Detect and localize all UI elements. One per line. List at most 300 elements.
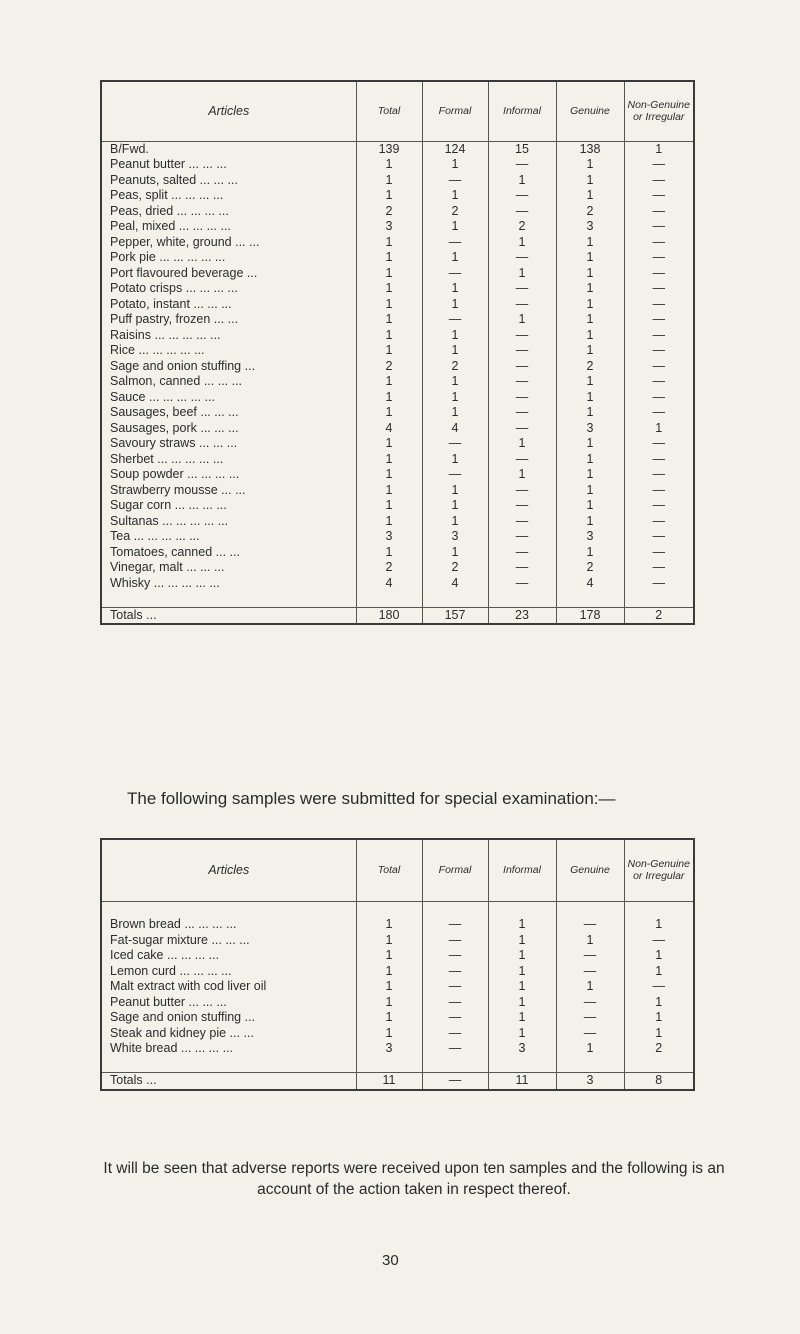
article-label: Peanuts, salted bbox=[110, 172, 197, 187]
cell-value: — bbox=[422, 312, 488, 328]
cell-value: 11 bbox=[488, 1073, 556, 1090]
cell-value: 1 bbox=[356, 452, 422, 468]
cell-value: 1 bbox=[556, 235, 624, 251]
article-name bbox=[101, 157, 356, 173]
cell-value: 1 bbox=[556, 405, 624, 421]
cell-value: 2 bbox=[422, 204, 488, 220]
cell-value: — bbox=[624, 312, 694, 328]
article-name bbox=[101, 545, 356, 561]
table-row bbox=[101, 529, 694, 545]
cell-value: — bbox=[624, 405, 694, 421]
article-name bbox=[101, 204, 356, 220]
cell-value: — bbox=[488, 498, 556, 514]
cell-value: — bbox=[422, 467, 488, 483]
cell-value: 1 bbox=[624, 964, 694, 980]
cell-value: — bbox=[488, 405, 556, 421]
leader-dots: ... bbox=[244, 1010, 256, 1024]
leader-dots: ... ... ... ... ... bbox=[133, 529, 200, 543]
cell-value: — bbox=[624, 374, 694, 390]
table-row bbox=[101, 545, 694, 561]
cell-value: 1 bbox=[356, 328, 422, 344]
table-row bbox=[101, 405, 694, 421]
table-row bbox=[101, 933, 694, 949]
cell-value: 1 bbox=[488, 948, 556, 964]
cell-value: — bbox=[422, 1073, 488, 1090]
leader-dots: ... ... ... bbox=[200, 405, 239, 419]
cell-value: 3 bbox=[556, 529, 624, 545]
cell-value: — bbox=[488, 374, 556, 390]
header-non-genuine: Non-Genuine or Irregular bbox=[624, 839, 694, 901]
cell-value: 1 bbox=[488, 1026, 556, 1042]
article-label: Peanut butter bbox=[110, 994, 186, 1009]
cell-value: 1 bbox=[556, 483, 624, 499]
leader-dots: ... ... ... ... bbox=[179, 963, 232, 978]
cell-value: 1 bbox=[422, 219, 488, 235]
article-name bbox=[101, 436, 356, 452]
article-name bbox=[101, 405, 356, 421]
leader-dots: ... ... ... ... ... bbox=[153, 575, 220, 590]
leader-dots: ... ... ... ... ... bbox=[154, 327, 221, 342]
cell-value: 1 bbox=[422, 390, 488, 406]
table-row bbox=[101, 266, 694, 282]
article-label: Iced cake bbox=[110, 948, 164, 962]
cell-value: — bbox=[624, 529, 694, 545]
table-row bbox=[101, 157, 694, 173]
table-header-row bbox=[101, 81, 694, 141]
table-row bbox=[101, 498, 694, 514]
leader-dots: ... ... ... bbox=[193, 296, 232, 311]
cell-value: — bbox=[624, 390, 694, 406]
cell-value: — bbox=[624, 514, 694, 530]
cell-value: 1 bbox=[556, 312, 624, 328]
table-row bbox=[101, 343, 694, 359]
article-label: Soup powder bbox=[110, 467, 184, 481]
leader-dots: ... ... ... ... bbox=[185, 281, 238, 295]
cell-value: 1 bbox=[556, 266, 624, 282]
cell-value: 1 bbox=[556, 467, 624, 483]
cell-value: 1 bbox=[556, 514, 624, 530]
table-row bbox=[101, 560, 694, 576]
cell-value: — bbox=[624, 281, 694, 297]
cell-value: 1 bbox=[356, 266, 422, 282]
leader-dots: ... bbox=[246, 265, 258, 280]
article-name bbox=[101, 948, 356, 964]
cell-value: — bbox=[624, 250, 694, 266]
cell-value: — bbox=[422, 995, 488, 1011]
cell-value: — bbox=[488, 188, 556, 204]
cell-value: — bbox=[488, 560, 556, 576]
cell-value: 3 bbox=[556, 219, 624, 235]
cell-value: 1 bbox=[488, 235, 556, 251]
cell-value: — bbox=[624, 933, 694, 949]
cell-value: — bbox=[422, 1026, 488, 1042]
cell-value: — bbox=[422, 235, 488, 251]
leader-dots: ... ... ... ... ... bbox=[138, 343, 205, 357]
cell-value: — bbox=[488, 529, 556, 545]
cell-value: 157 bbox=[422, 607, 488, 624]
article-label: Strawberry mousse bbox=[110, 482, 218, 497]
food-samples-table bbox=[100, 80, 695, 625]
article-label: Malt extract with cod liver oil bbox=[110, 979, 267, 993]
cell-value: 1 bbox=[624, 421, 694, 437]
cell-value: — bbox=[422, 917, 488, 933]
cell-value: 2 bbox=[556, 204, 624, 220]
table-row bbox=[101, 1026, 694, 1042]
article-name bbox=[101, 483, 356, 499]
article-name bbox=[101, 281, 356, 297]
cell-value: 1 bbox=[556, 250, 624, 266]
cell-value: 1 bbox=[356, 250, 422, 266]
cell-value: 1 bbox=[556, 1041, 624, 1057]
cell-value: 1 bbox=[624, 917, 694, 933]
table-row bbox=[101, 250, 694, 266]
cell-value: — bbox=[488, 576, 556, 592]
leader-dots: ... ... ... bbox=[203, 374, 243, 388]
cell-value: — bbox=[624, 436, 694, 452]
cell-value: — bbox=[556, 1010, 624, 1026]
cell-value: 11 bbox=[356, 1073, 422, 1090]
cell-value: 1 bbox=[556, 343, 624, 359]
cell-value: 1 bbox=[356, 436, 422, 452]
article-name bbox=[101, 235, 356, 251]
cell-value: 178 bbox=[556, 607, 624, 624]
cell-value: — bbox=[624, 173, 694, 189]
article-label: Fat-sugar mixture bbox=[110, 932, 208, 947]
cell-value: 2 bbox=[356, 560, 422, 576]
cell-value: 1 bbox=[356, 188, 422, 204]
totals-section bbox=[101, 1057, 694, 1090]
cell-value: 3 bbox=[356, 219, 422, 235]
cell-value: — bbox=[488, 545, 556, 561]
cell-value: 1 bbox=[356, 173, 422, 189]
article-label: Tea bbox=[110, 529, 131, 543]
cell-value: 8 bbox=[624, 1073, 694, 1090]
article-label: Peal, mixed bbox=[110, 219, 176, 233]
cell-value: 2 bbox=[422, 359, 488, 375]
cell-value: 1 bbox=[356, 157, 422, 173]
article-label: Peas, split bbox=[110, 188, 168, 202]
cell-value: 1 bbox=[356, 312, 422, 328]
table-row bbox=[101, 979, 694, 995]
table-row bbox=[101, 219, 694, 235]
cell-value: — bbox=[488, 204, 556, 220]
leader-dots: ... ... ... ... ... bbox=[162, 513, 229, 528]
cell-value: 138 bbox=[556, 141, 624, 157]
leader-dots: ... bbox=[146, 607, 157, 622]
article-name bbox=[101, 529, 356, 545]
article-name bbox=[101, 1010, 356, 1026]
article-name bbox=[101, 452, 356, 468]
table-row bbox=[101, 436, 694, 452]
cell-value: 1 bbox=[556, 157, 624, 173]
cell-value: 4 bbox=[422, 576, 488, 592]
cell-value: 1 bbox=[422, 452, 488, 468]
leader-dots: ... ... ... bbox=[198, 436, 238, 450]
cell-value: — bbox=[624, 483, 694, 499]
leader-dots: ... ... ... ... bbox=[178, 219, 231, 233]
cell-value: 1 bbox=[356, 281, 422, 297]
cell-value: — bbox=[624, 157, 694, 173]
cell-value: 1 bbox=[356, 483, 422, 499]
table-row bbox=[101, 452, 694, 468]
table-row bbox=[101, 421, 694, 437]
article-label: Port flavoured beverage bbox=[110, 265, 244, 280]
cell-value: 1 bbox=[356, 545, 422, 561]
table-row bbox=[101, 312, 694, 328]
cell-value: — bbox=[422, 964, 488, 980]
table-row bbox=[101, 188, 694, 204]
cell-value: 3 bbox=[422, 529, 488, 545]
cell-value: 4 bbox=[556, 576, 624, 592]
cell-value: 1 bbox=[422, 374, 488, 390]
cell-value: 124 bbox=[422, 141, 488, 157]
article-name bbox=[101, 359, 356, 375]
table-row bbox=[101, 467, 694, 483]
article-label: Potato crisps bbox=[110, 281, 183, 295]
cell-value: — bbox=[556, 948, 624, 964]
cell-value: 2 bbox=[356, 204, 422, 220]
cell-value: 1 bbox=[488, 467, 556, 483]
cell-value: 3 bbox=[556, 421, 624, 437]
cell-value: 1 bbox=[556, 281, 624, 297]
cell-value: 1 bbox=[556, 390, 624, 406]
article-name bbox=[101, 917, 356, 933]
cell-value: — bbox=[422, 933, 488, 949]
cell-value: 1 bbox=[422, 297, 488, 313]
article-name bbox=[101, 560, 356, 576]
table-row bbox=[101, 390, 694, 406]
cell-value: 1 bbox=[356, 405, 422, 421]
cell-value: 1 bbox=[556, 436, 624, 452]
cell-value: 1 bbox=[624, 948, 694, 964]
cell-value: 1 bbox=[356, 964, 422, 980]
article-label: Sultanas bbox=[110, 513, 159, 528]
article-label: Sauce bbox=[110, 389, 146, 404]
leader-dots: ... ... ... ... bbox=[176, 203, 229, 218]
cell-value: — bbox=[488, 514, 556, 530]
article-name bbox=[101, 390, 356, 406]
cell-value: 1 bbox=[488, 979, 556, 995]
leader-dots: ... ... ... bbox=[200, 420, 239, 435]
cell-value: — bbox=[422, 1010, 488, 1026]
cell-value: — bbox=[624, 343, 694, 359]
cell-value: 1 bbox=[556, 979, 624, 995]
article-label: Sausages, beef bbox=[110, 405, 197, 419]
cell-value: 1 bbox=[356, 390, 422, 406]
brought-forward-row bbox=[101, 141, 694, 157]
cell-value: — bbox=[488, 328, 556, 344]
article-label: White bread bbox=[110, 1041, 178, 1055]
cell-value: 180 bbox=[356, 607, 422, 624]
spacer-row bbox=[101, 1057, 694, 1073]
bfwd-label: B/Fwd. bbox=[110, 141, 149, 156]
table-row bbox=[101, 483, 694, 499]
cell-value: — bbox=[624, 560, 694, 576]
cell-value: — bbox=[556, 995, 624, 1011]
header-informal: Informal bbox=[488, 839, 556, 901]
header-total: Total bbox=[356, 839, 422, 901]
cell-value: 1 bbox=[422, 483, 488, 499]
table-body bbox=[101, 901, 694, 1057]
cell-value: 1 bbox=[356, 1026, 422, 1042]
cell-value: 2 bbox=[624, 1041, 694, 1057]
cell-value: 1 bbox=[356, 1010, 422, 1026]
cell-value: 1 bbox=[556, 188, 624, 204]
cell-value: 1 bbox=[356, 235, 422, 251]
leader-dots: ... ... ... ... ... bbox=[157, 451, 224, 466]
cell-value: — bbox=[488, 250, 556, 266]
cell-value: — bbox=[488, 452, 556, 468]
leader-dots: ... bbox=[146, 1073, 157, 1087]
leader-dots: ... ... ... bbox=[188, 157, 227, 171]
leader-dots: ... ... ... ... bbox=[171, 188, 224, 202]
cell-value: 1 bbox=[356, 933, 422, 949]
cell-value: 1 bbox=[356, 343, 422, 359]
cell-value: — bbox=[556, 917, 624, 933]
cell-value: — bbox=[624, 328, 694, 344]
article-label: Tomatoes, canned bbox=[110, 544, 213, 559]
cell-value: 1 bbox=[488, 933, 556, 949]
leader-dots: ... ... ... ... ... bbox=[159, 250, 226, 264]
cell-value: 1 bbox=[556, 328, 624, 344]
table-row bbox=[101, 173, 694, 189]
article-label: Vinegar, malt bbox=[110, 560, 183, 574]
header-informal: Informal bbox=[488, 81, 556, 141]
leader-dots: ... bbox=[244, 358, 256, 373]
spacer-row bbox=[101, 901, 694, 917]
cell-value: 1 bbox=[488, 436, 556, 452]
cell-value: — bbox=[624, 204, 694, 220]
table-row bbox=[101, 514, 694, 530]
cell-value: 1 bbox=[422, 498, 488, 514]
totals-row bbox=[101, 1073, 694, 1090]
cell-value: 4 bbox=[356, 576, 422, 592]
cell-value: 1 bbox=[422, 545, 488, 561]
article-name bbox=[101, 933, 356, 949]
cell-value: — bbox=[624, 219, 694, 235]
leader-dots: ... ... ... bbox=[188, 994, 227, 1009]
article-label: Sage and onion stuffing bbox=[110, 1010, 242, 1024]
header-genuine: Genuine bbox=[556, 81, 624, 141]
cell-value: — bbox=[488, 157, 556, 173]
article-name bbox=[101, 188, 356, 204]
article-name bbox=[101, 498, 356, 514]
cell-value: 1 bbox=[556, 374, 624, 390]
cell-value: 1 bbox=[422, 328, 488, 344]
leader-dots: ... ... bbox=[235, 234, 260, 249]
cell-value: 4 bbox=[356, 421, 422, 437]
cell-value: 3 bbox=[488, 1041, 556, 1057]
page-number: 30 bbox=[382, 1252, 399, 1269]
article-name bbox=[101, 297, 356, 313]
cell-value: 1 bbox=[356, 374, 422, 390]
table-row bbox=[101, 948, 694, 964]
article-label: Potato, instant bbox=[110, 296, 190, 311]
cell-value: — bbox=[422, 1041, 488, 1057]
cell-value: 1 bbox=[488, 917, 556, 933]
table-row bbox=[101, 1041, 694, 1057]
cell-value: 1 bbox=[556, 297, 624, 313]
totals-label bbox=[101, 607, 356, 624]
cell-value: 1 bbox=[488, 173, 556, 189]
cell-value: 1 bbox=[356, 948, 422, 964]
cell-value: 2 bbox=[624, 607, 694, 624]
cell-value: 1 bbox=[624, 1010, 694, 1026]
cell-value: 1 bbox=[422, 250, 488, 266]
leader-dots: ... ... bbox=[221, 482, 246, 497]
header-formal: Formal bbox=[422, 81, 488, 141]
header-total: Total bbox=[356, 81, 422, 141]
leader-dots: ... ... ... ... bbox=[167, 948, 220, 962]
totals-label bbox=[101, 1073, 356, 1090]
cell-value: 1 bbox=[356, 995, 422, 1011]
cell-value: 1 bbox=[488, 995, 556, 1011]
table-row bbox=[101, 281, 694, 297]
totals-section bbox=[101, 591, 694, 624]
article-label: Pepper, white, ground bbox=[110, 234, 232, 249]
article-name bbox=[101, 964, 356, 980]
article-label: Sherbet bbox=[110, 451, 154, 466]
cell-value: 4 bbox=[422, 421, 488, 437]
article-label: Sausages, pork bbox=[110, 420, 197, 435]
article-label: Pork pie bbox=[110, 250, 156, 264]
article-label: Brown bread bbox=[110, 917, 181, 931]
cell-value: 2 bbox=[556, 359, 624, 375]
cell-value: — bbox=[422, 979, 488, 995]
article-label: Salmon, canned bbox=[110, 374, 201, 388]
article-name bbox=[101, 343, 356, 359]
article-label: Peas, dried bbox=[110, 203, 174, 218]
cell-value: — bbox=[422, 173, 488, 189]
table-row bbox=[101, 328, 694, 344]
cell-value: — bbox=[624, 545, 694, 561]
cell-value: — bbox=[624, 359, 694, 375]
cell-value: — bbox=[488, 281, 556, 297]
cell-value: 1 bbox=[422, 405, 488, 421]
cell-value: — bbox=[624, 266, 694, 282]
cell-value: 1 bbox=[422, 514, 488, 530]
table-row bbox=[101, 1010, 694, 1026]
cell-value: — bbox=[422, 266, 488, 282]
totals-row bbox=[101, 607, 694, 624]
cell-value: — bbox=[488, 297, 556, 313]
table-row bbox=[101, 917, 694, 933]
cell-value: 1 bbox=[488, 964, 556, 980]
cell-value: 1 bbox=[422, 157, 488, 173]
cell-value: — bbox=[488, 483, 556, 499]
cell-value: 1 bbox=[556, 498, 624, 514]
leader-dots: ... ... ... bbox=[186, 560, 225, 574]
cell-value: 1 bbox=[356, 917, 422, 933]
leader-dots: ... ... ... ... bbox=[180, 1041, 233, 1055]
leader-dots: ... ... ... ... bbox=[184, 917, 237, 931]
article-name bbox=[101, 995, 356, 1011]
cell-value: 2 bbox=[488, 219, 556, 235]
cell-value: 1 bbox=[356, 297, 422, 313]
cell-value: — bbox=[624, 498, 694, 514]
cell-value: 139 bbox=[356, 141, 422, 157]
article-label: Lemon curd bbox=[110, 963, 177, 978]
leader-dots: ... ... ... ... bbox=[187, 467, 240, 481]
header-articles: Articles bbox=[101, 81, 356, 141]
leader-dots: ... ... bbox=[229, 1025, 254, 1040]
cell-value: 1 bbox=[356, 979, 422, 995]
cell-value: 1 bbox=[556, 933, 624, 949]
cell-value: 1 bbox=[624, 995, 694, 1011]
table-row bbox=[101, 374, 694, 390]
leader-dots: ... ... bbox=[213, 312, 239, 326]
cell-value: — bbox=[556, 964, 624, 980]
